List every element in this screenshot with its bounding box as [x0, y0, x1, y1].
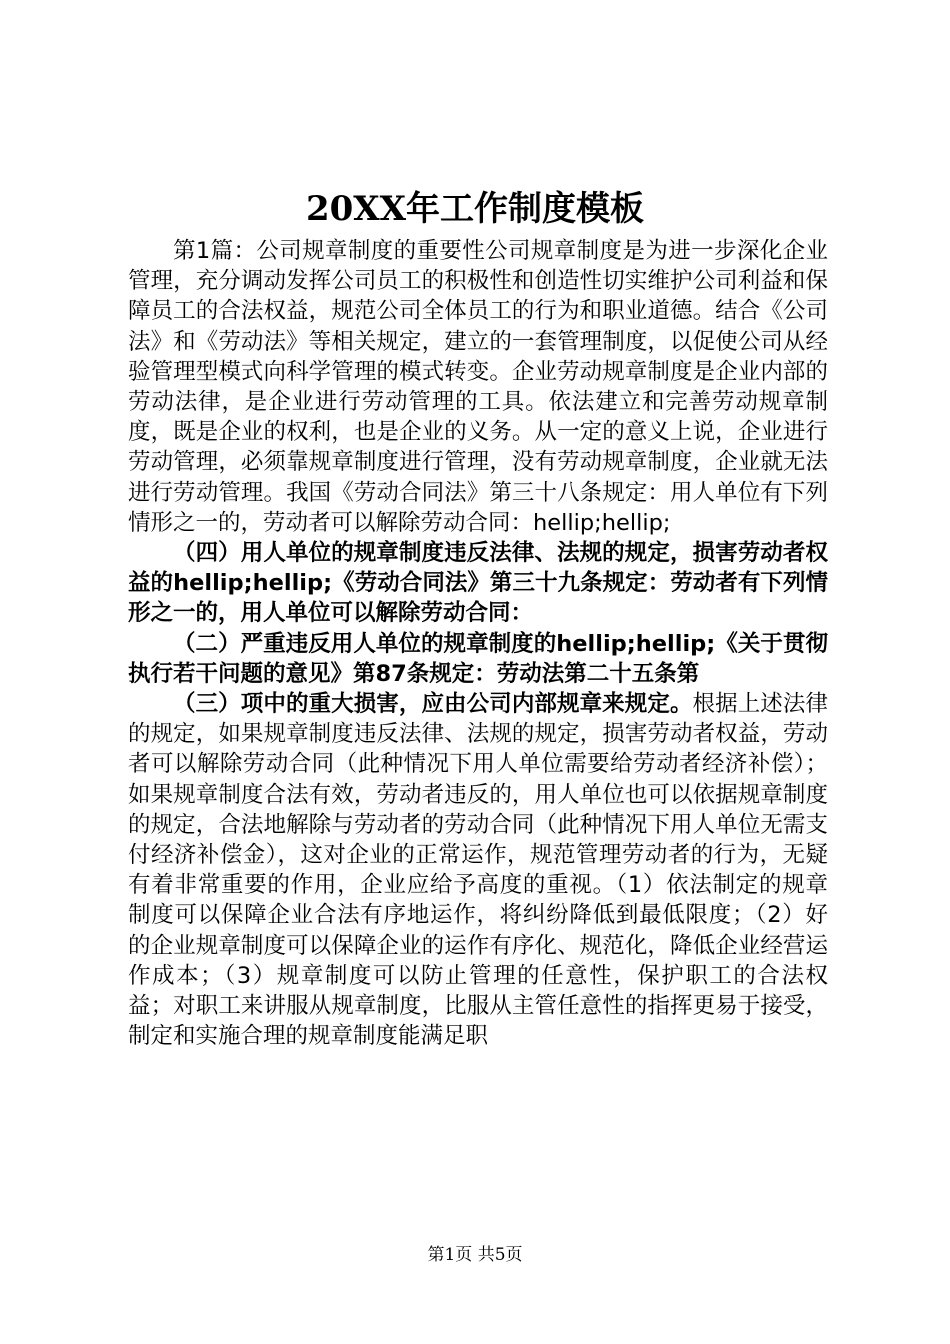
document-body: [128, 236, 828, 1051]
paragraph-4-lead: （三）项中的重大损害，应由公司内部规章来规定。: [173, 691, 693, 718]
paragraph-2: （四）用人单位的规章制度违反法律、法规的规定，损害劳动者权益的hellip;hellip;《劳动合同法》第三十九条规定：劳动者有下列情形之一的，用人单位可以解除劳动合同：: [128, 540, 828, 627]
page-number-footer: 第1页 共5页: [427, 1245, 523, 1265]
paragraph-4-text: 根据上述法律的规定，如果规章制度违反法律、法规的规定，损害劳动者权益，劳动者可以解除劳动合同（此种情况下用人单位需要给劳动者经济补偿）；如果规章制度合法有效，劳动者违反的，用人单位也可以依据规章制度的规定，合法地解除与劳动者的劳动合同（此种情况下用人单位无需支付经济补偿金），这对企业的正常运作，规范管理劳动者的行为，无疑有着非常重要的作用，企业应给予高度的重视。（1）依法制定的规章制度可以保障企业合法有序地运作，将纠纷降低到最低限度；（2）好的企业规章制度可以保障企业的运作有序化、规范化，降低企业经营运作成本；（3）规章制度可以防止管理的任意性，保护职工的合法权益；对职工来讲服从规章制度，比服从主管任意性的指挥更易于接受，制定和实施合理的规章制度能满足职: [128, 691, 828, 1050]
paragraph-4: [128, 689, 828, 1051]
paragraph-1: 第1篇：公司规章制度的重要性公司规章制度是为进一步深化企业管理，充分调动发挥公司员工的积极性和创造性切实维护公司利益和保障员工的合法权益，规范公司全体员工的行为和职业道德。结合《公司法》和《劳动法》等相关规定，建立的一套管理制度，以促使公司从经验管理型模式向科学管理的模式转变。企业劳动规章制度是企业内部的劳动法律，是企业进行劳动管理的工具。依法建立和完善劳动规章制度，既是企业的权利，也是企业的义务。从一定的意义上说，企业进行劳动管理，必须靠规章制度进行管理，没有劳动规章制度，企业就无法进行劳动管理。我国《劳动合同法》第三十八条规定：用人单位有下列情形之一的，劳动者可以解除劳动合同：hellip;hellip;: [128, 238, 828, 536]
document-title: 20XX年工作制度模板: [305, 189, 645, 229]
paragraph-3: （二）严重违反用人单位的规章制度的hellip;hellip;《关于贯彻执行若干问题的意见》第87条规定：劳动法第二十五条第: [128, 630, 828, 687]
